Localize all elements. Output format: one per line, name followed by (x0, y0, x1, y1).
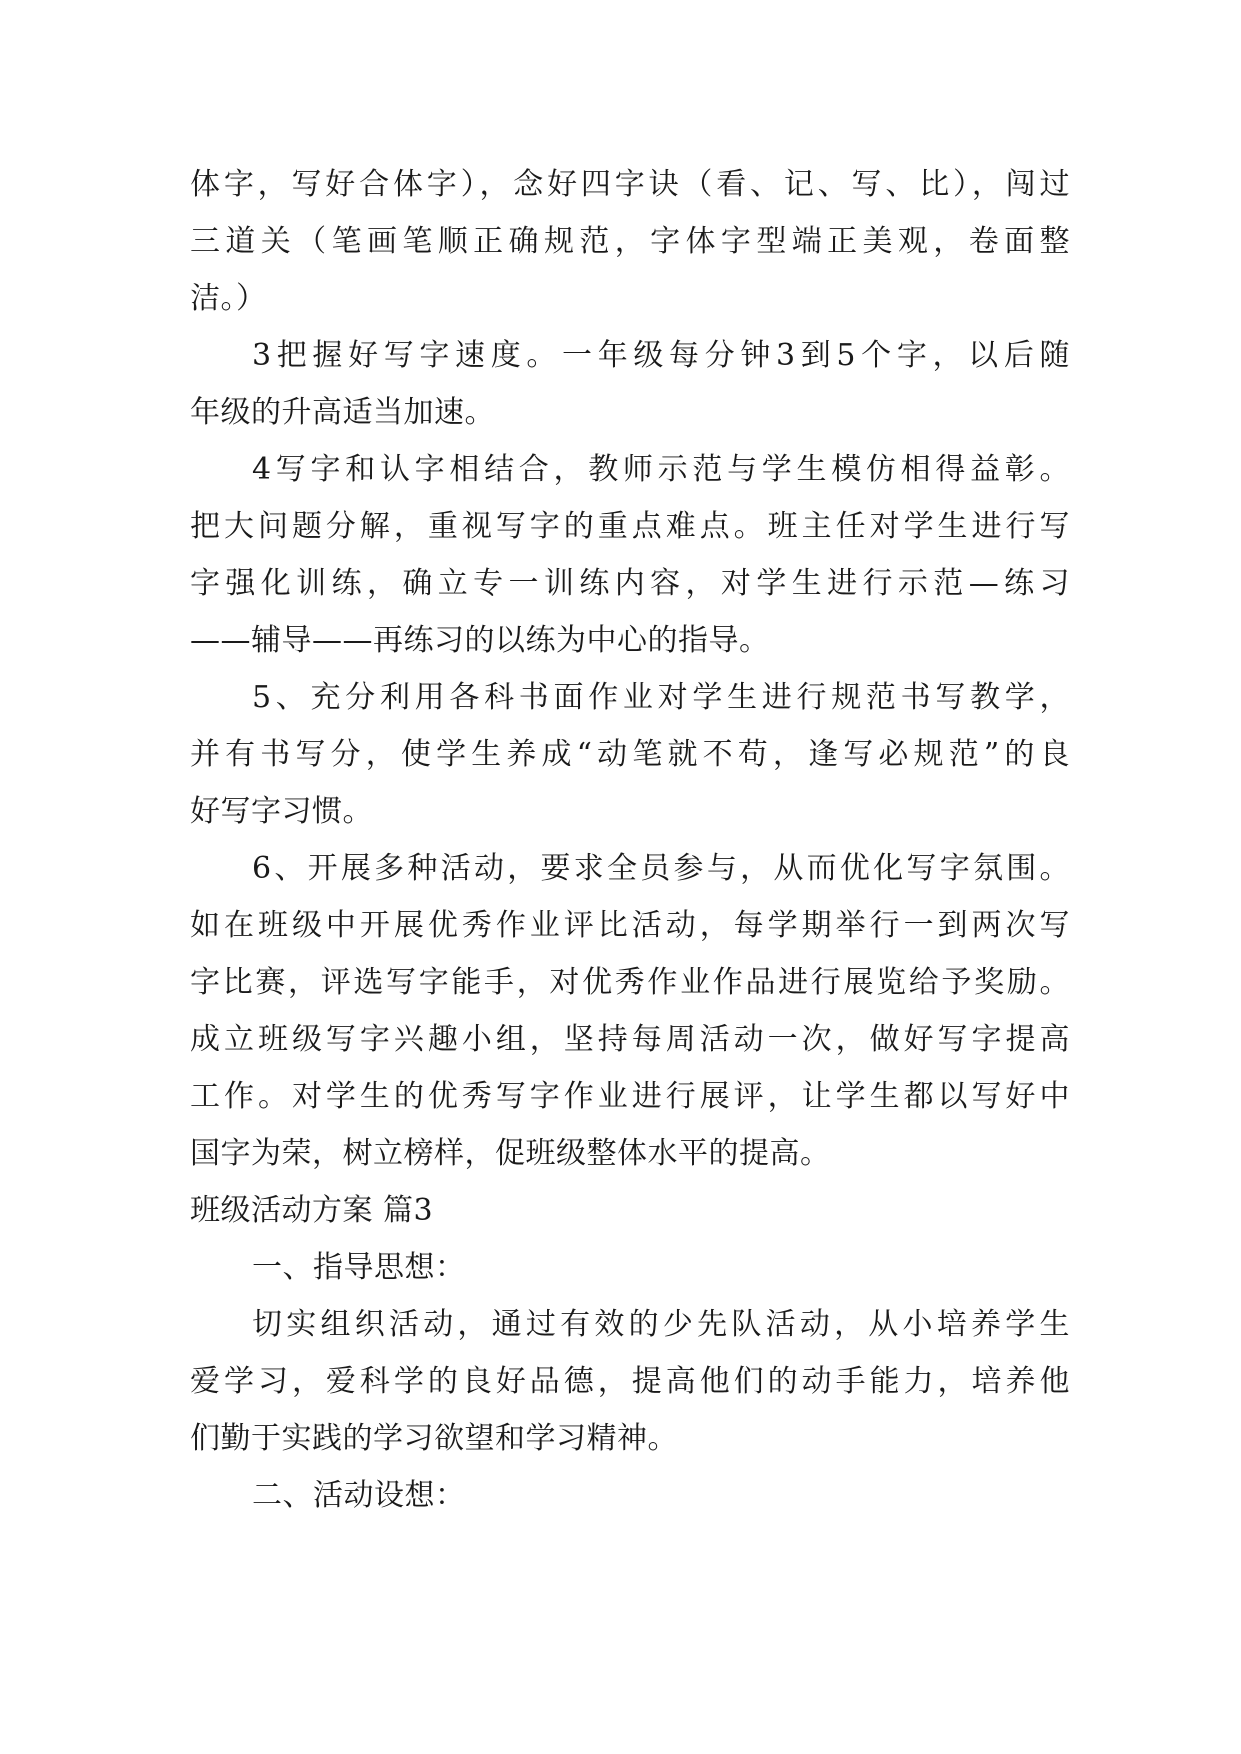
text-line: 6、开展多种活动，要求全员参与，从而优化写字氛围。 (252, 851, 1070, 886)
text-line: 好写字习惯。 (190, 794, 373, 829)
text-line: 切实组织活动，通过有效的少先队活动，从小培养学生 (252, 1307, 1070, 1342)
section-heading: 班级活动方案 篇3 (190, 1193, 434, 1228)
text-line: ——辅导——再练习的以练为中心的指导。 (190, 623, 770, 658)
text-line: 们勤于实践的学习欲望和学习精神。 (190, 1421, 678, 1456)
text-line: 字强化训练，确立专一训练内容，对学生进行示范—练习 (190, 566, 1070, 601)
text-line: 3把握好写字速度。一年级每分钟3到5个字，以后随 (252, 338, 1070, 373)
subheading: 二、活动设想： (252, 1478, 466, 1513)
text-line: 并有书写分，使学生养成“动笔就不苟，逢写必规范”的良 (190, 737, 1070, 772)
text-line: 体字，写好合体字），念好四字诀（看、记、写、比），闯过 (190, 167, 1070, 202)
text-line: 国字为荣，树立榜样，促班级整体水平的提高。 (190, 1136, 831, 1171)
text-line: 工作。对学生的优秀写字作业进行展评，让学生都以写好中 (190, 1079, 1070, 1114)
text-line: 成立班级写字兴趣小组，坚持每周活动一次，做好写字提高 (190, 1022, 1070, 1057)
subheading: 一、指导思想： (252, 1250, 466, 1285)
text-line: 4写字和认字相结合，教师示范与学生模仿相得益彰。 (252, 452, 1070, 487)
text-line: 洁。） (190, 281, 267, 316)
text-line: 字比赛，评选写字能手，对优秀作业作品进行展览给予奖励。 (190, 965, 1070, 1000)
text-line: 如在班级中开展优秀作业评比活动，每学期举行一到两次写 (190, 908, 1070, 943)
text-line: 把大问题分解，重视写字的重点难点。班主任对学生进行写 (190, 509, 1070, 544)
text-line: 5、充分利用各科书面作业对学生进行规范书写教学， (252, 680, 1070, 715)
text-line: 爱学习，爱科学的良好品德，提高他们的动手能力，培养他 (190, 1364, 1070, 1399)
text-line: 三道关（笔画笔顺正确规范，字体字型端正美观，卷面整 (190, 224, 1070, 259)
text-line: 年级的升高适当加速。 (190, 395, 495, 430)
